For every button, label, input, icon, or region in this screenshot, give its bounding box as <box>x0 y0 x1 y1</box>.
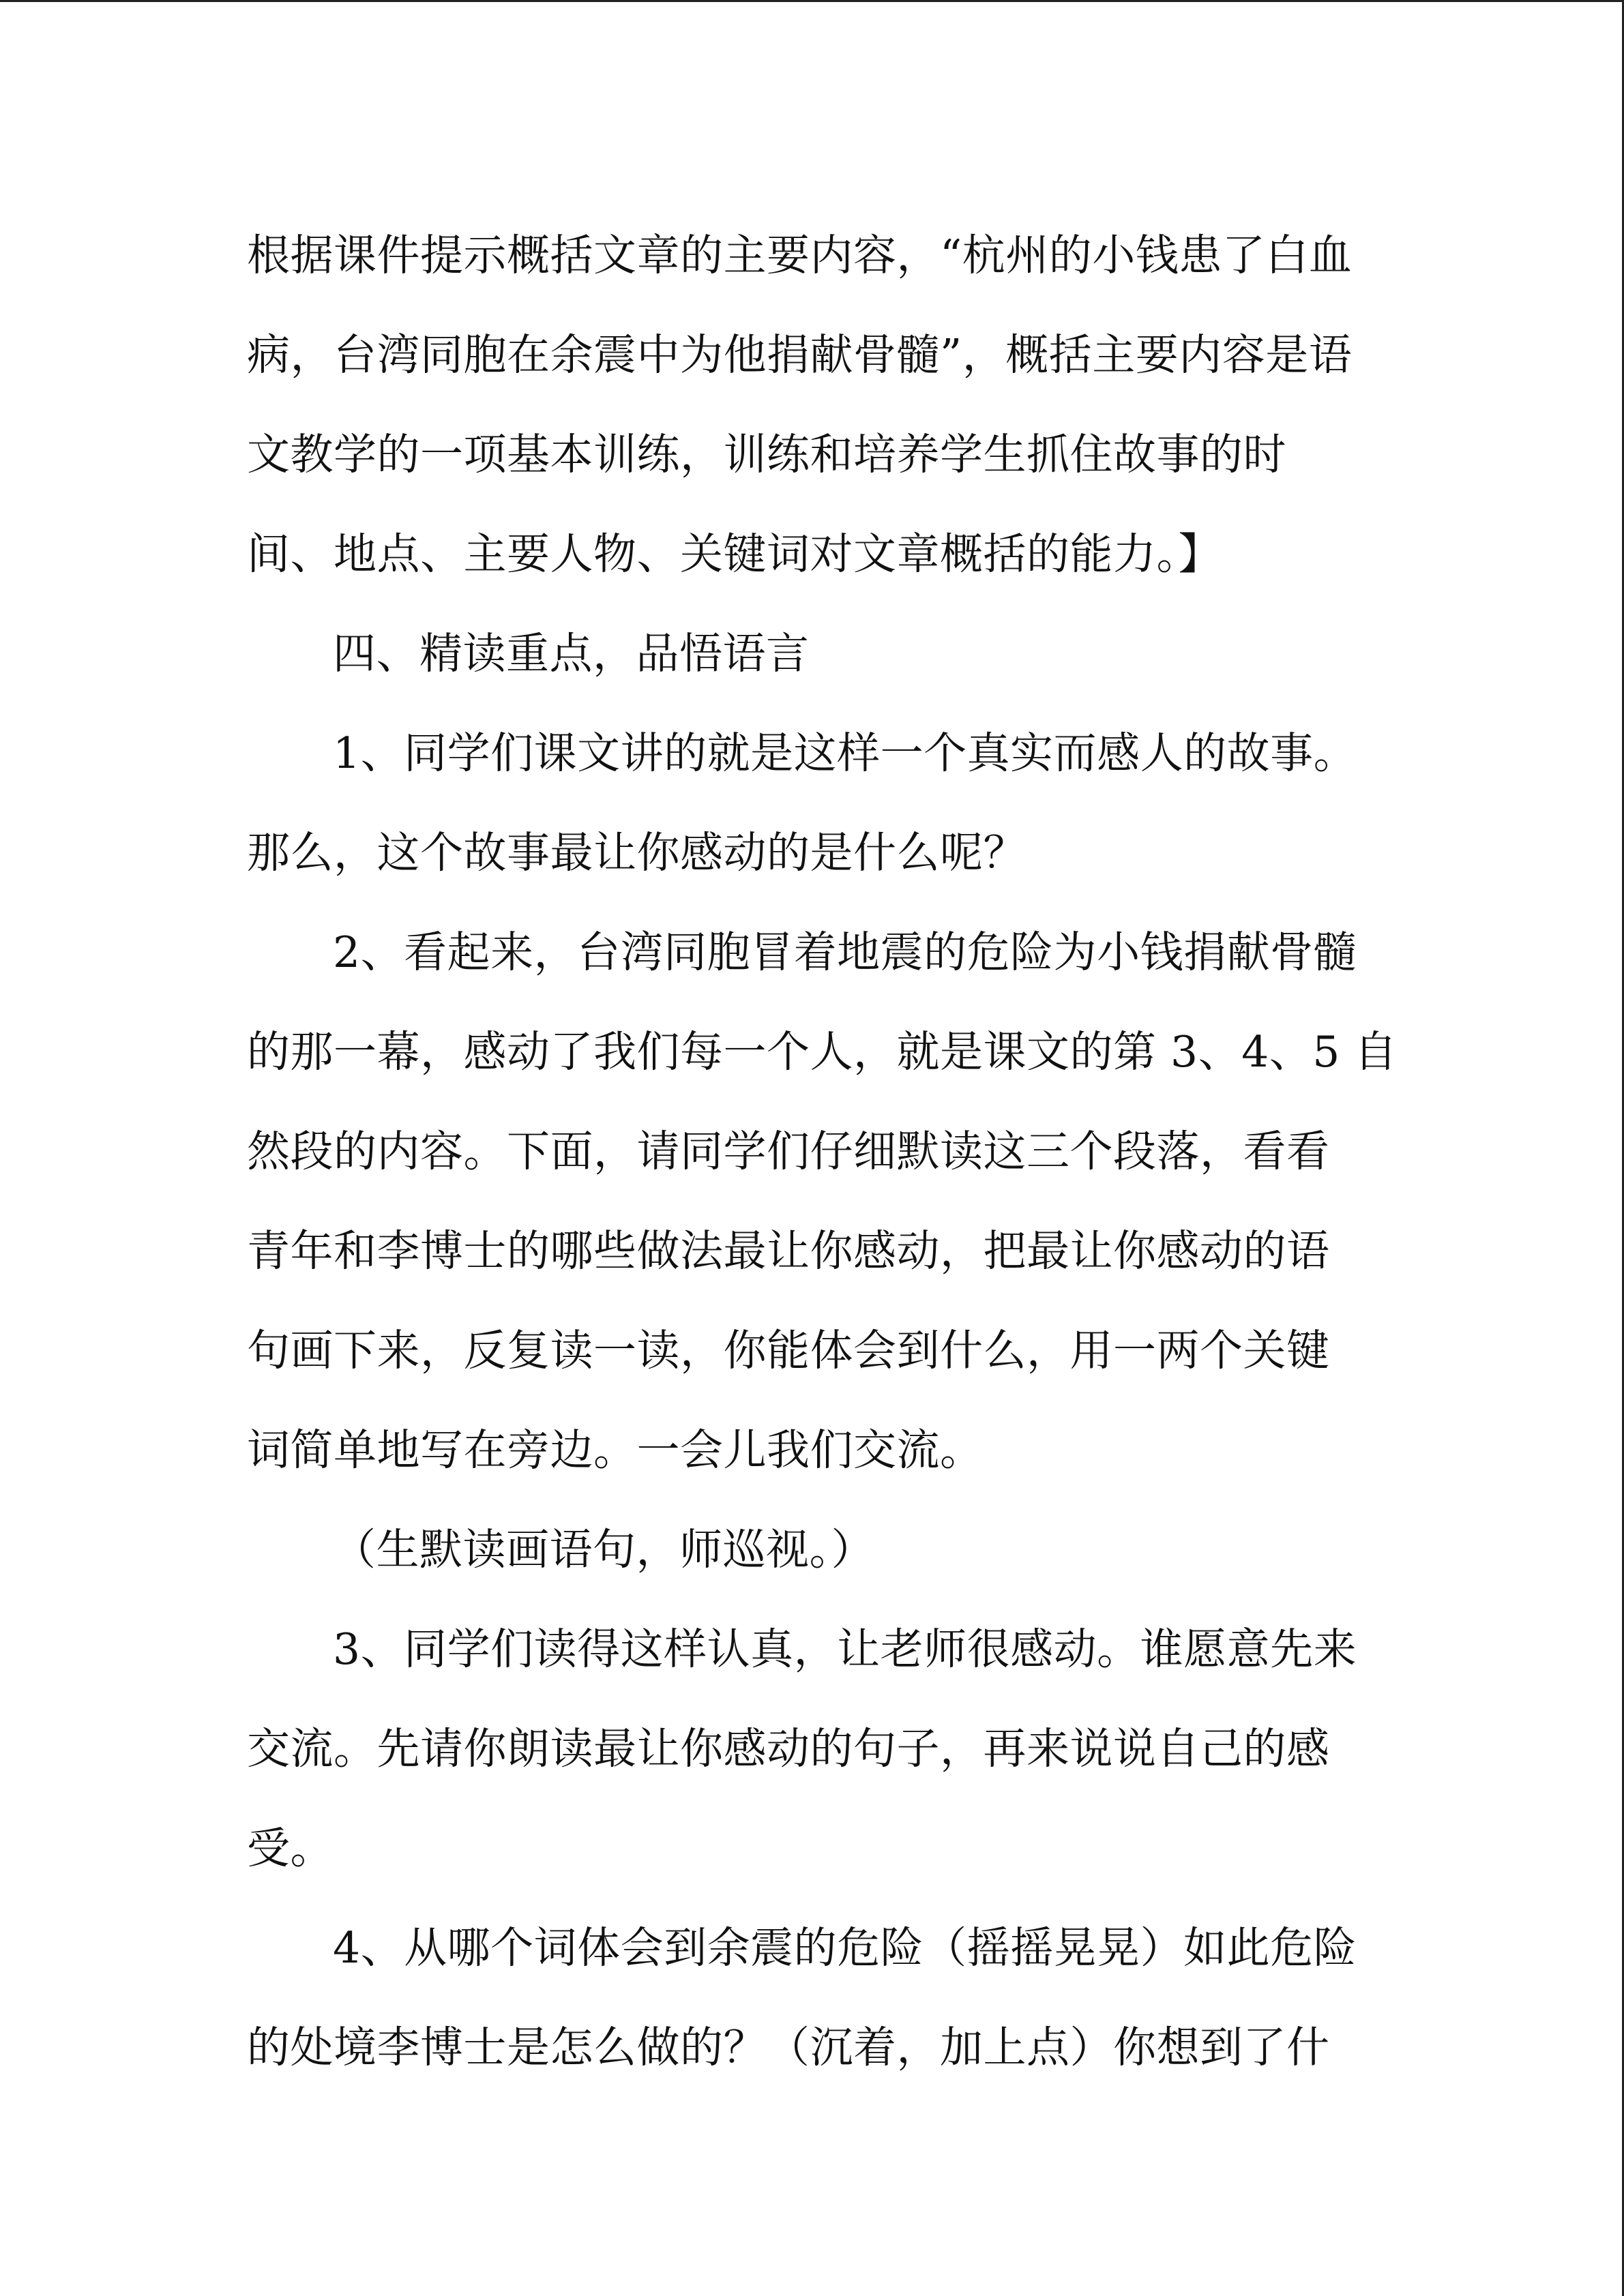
document-body <box>247 206 1398 2098</box>
text-line: 然段的内容。下面，请同学们仔细默读这三个段落，看看 <box>247 1127 1330 1176</box>
text-line: 交流。先请你朗读最让你感动的句子，再来说说自己的感 <box>247 1724 1330 1774</box>
paragraph-start: 3、同学们读得这样认真，让老师很感动。谁愿意先来 <box>333 1624 1357 1674</box>
paragraph-start: 4、从哪个词体会到余震的危险（摇摇晃晃）如此危险 <box>333 1923 1357 1973</box>
page-border-top <box>0 0 1624 2</box>
text-line: 青年和李博士的哪些做法最让你感动，把最让你感动的语 <box>247 1226 1330 1276</box>
text-line: 句画下来，反复读一读，你能体会到什么，用一两个关键 <box>247 1326 1330 1375</box>
text-line: 文教学的一项基本训练，训练和培养学生抓住故事的时 <box>247 430 1286 479</box>
paragraph-start: 2、看起来，台湾同胞冒着地震的危险为小钱捐献骨髓 <box>333 927 1357 977</box>
text-line: 受。 <box>247 1823 334 1873</box>
text-line: 的处境李博士是怎么做的？（沉着，加上点）你想到了什 <box>247 2023 1330 2072</box>
text-line: 的那一幕，感动了我们每一个人，就是课文的第 3、4、5 自 <box>247 1027 1398 1077</box>
text-line: 那么，这个故事最让你感动的是什么呢？ <box>247 828 1027 878</box>
section-heading: 四、精读重点，品悟语言 <box>333 629 810 679</box>
text-line: 根据课件提示概括文章的主要内容，“杭州的小钱患了白血 <box>247 230 1353 280</box>
paragraph-start: 1、同学们课文讲的就是这样一个真实而感人的故事。 <box>333 728 1357 778</box>
text-line: 词简单地写在旁边。一会儿我们交流。 <box>247 1425 984 1475</box>
paragraph-start: （生默读画语句，师巡视。） <box>333 1525 874 1575</box>
text-line: 病，台湾同胞在余震中为他捐献骨髓”，概括主要内容是语 <box>247 330 1353 380</box>
text-line: 间、地点、主要人物、关键词对文章概括的能力。】 <box>247 529 1222 579</box>
